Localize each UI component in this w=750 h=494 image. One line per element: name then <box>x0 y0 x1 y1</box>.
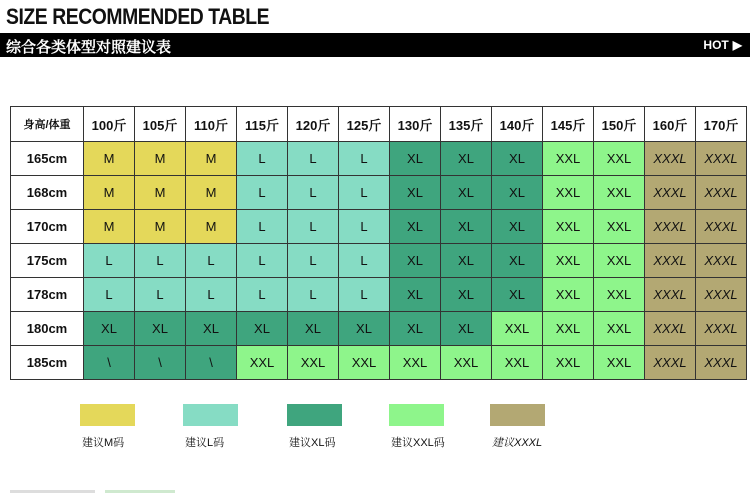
size-cell: XXL <box>594 210 645 244</box>
legend-item <box>490 404 545 450</box>
size-cell: M <box>135 210 186 244</box>
size-cell: XXL <box>543 312 594 346</box>
size-cell: XXXL <box>696 142 747 176</box>
column-header: 115斤 <box>237 107 288 142</box>
size-cell: XL <box>441 244 492 278</box>
legend-label: 建议M码 <box>82 437 125 449</box>
size-cell: XXL <box>543 278 594 312</box>
size-cell: XL <box>390 142 441 176</box>
size-cell: M <box>186 142 237 176</box>
column-header: 100斤 <box>84 107 135 142</box>
size-cell: M <box>135 176 186 210</box>
table-header-row <box>11 107 747 142</box>
size-cell: XXXL <box>645 312 696 346</box>
column-header: 150斤 <box>594 107 645 142</box>
size-cell: XL <box>492 142 543 176</box>
column-header: 145斤 <box>543 107 594 142</box>
size-cell: XXL <box>492 312 543 346</box>
column-header: 135斤 <box>441 107 492 142</box>
header-subtitle: 综合各类体型对照建议表 <box>6 39 172 56</box>
size-cell: L <box>288 142 339 176</box>
size-cell: M <box>84 210 135 244</box>
size-cell: L <box>237 244 288 278</box>
size-cell: XL <box>390 210 441 244</box>
size-cell: XXXL <box>696 244 747 278</box>
size-cell: M <box>186 210 237 244</box>
legend-label: 建议L码 <box>185 437 225 449</box>
size-cell: XXL <box>543 346 594 380</box>
table-row <box>11 142 747 176</box>
size-cell: XL <box>441 312 492 346</box>
legend-label: 建议XXL码 <box>391 437 445 449</box>
column-header: 110斤 <box>186 107 237 142</box>
header-bar <box>0 33 750 57</box>
size-cell: XXL <box>594 278 645 312</box>
column-header: 170斤 <box>696 107 747 142</box>
table-row <box>11 278 747 312</box>
size-cell: L <box>237 210 288 244</box>
size-cell: XXL <box>543 142 594 176</box>
legend-label: 建议XL码 <box>289 437 336 449</box>
legend-label: 建议XXXL <box>492 437 543 449</box>
column-header: 140斤 <box>492 107 543 142</box>
row-height-label: 175cm <box>11 244 84 278</box>
size-cell: XL <box>441 142 492 176</box>
size-cell: L <box>237 278 288 312</box>
size-cell: M <box>186 176 237 210</box>
hot-link[interactable] <box>703 38 742 52</box>
size-cell: XXXL <box>696 210 747 244</box>
size-cell: L <box>288 176 339 210</box>
size-cell: XXXL <box>645 210 696 244</box>
size-cell: L <box>237 176 288 210</box>
table-row <box>11 346 747 380</box>
size-cell: XXXL <box>645 346 696 380</box>
row-height-label: 185cm <box>11 346 84 380</box>
size-cell: XL <box>441 176 492 210</box>
size-cell: L <box>84 278 135 312</box>
page-title: SIZE RECOMMENDED TABLE <box>6 4 270 29</box>
row-height-label: 168cm <box>11 176 84 210</box>
legend-item <box>389 404 445 450</box>
legend-swatch <box>287 404 342 426</box>
size-cell: XL <box>135 312 186 346</box>
size-cell: XXXL <box>696 278 747 312</box>
size-cell: L <box>84 244 135 278</box>
size-cell: L <box>135 244 186 278</box>
size-cell: XXL <box>390 346 441 380</box>
size-cell: XL <box>390 176 441 210</box>
size-cell: L <box>288 244 339 278</box>
size-cell: L <box>186 278 237 312</box>
size-cell: XXXL <box>696 346 747 380</box>
bottom-divider-accent <box>105 490 175 493</box>
size-cell: XXXL <box>645 176 696 210</box>
legend-item <box>183 404 238 450</box>
size-cell: L <box>135 278 186 312</box>
size-cell: XL <box>390 312 441 346</box>
row-height-label: 180cm <box>11 312 84 346</box>
size-cell: XXL <box>543 210 594 244</box>
size-cell: XL <box>288 312 339 346</box>
size-cell: XL <box>339 312 390 346</box>
row-height-label: 165cm <box>11 142 84 176</box>
size-cell: XXL <box>594 346 645 380</box>
legend-swatch <box>490 404 545 426</box>
size-cell: XXL <box>594 312 645 346</box>
column-header: 130斤 <box>390 107 441 142</box>
size-cell: XXXL <box>696 312 747 346</box>
corner-header: 身高/体重 <box>11 107 84 142</box>
size-cell: XXL <box>441 346 492 380</box>
size-cell: XXL <box>288 346 339 380</box>
hot-label: HOT <box>703 38 729 52</box>
table-row <box>11 312 747 346</box>
size-cell: XL <box>492 176 543 210</box>
size-cell: XL <box>84 312 135 346</box>
size-cell: XL <box>492 278 543 312</box>
size-cell: \ <box>135 346 186 380</box>
size-cell: M <box>84 176 135 210</box>
size-cell: XXXL <box>645 278 696 312</box>
size-cell: XXL <box>339 346 390 380</box>
table-row <box>11 210 747 244</box>
size-cell: XL <box>492 244 543 278</box>
legend-item <box>287 404 342 450</box>
size-cell: L <box>339 244 390 278</box>
size-cell: L <box>237 142 288 176</box>
size-cell: XXXL <box>696 176 747 210</box>
arrow-right-icon: ▶ <box>732 38 742 52</box>
size-cell: M <box>84 142 135 176</box>
size-cell: XL <box>237 312 288 346</box>
legend-swatch <box>80 404 135 426</box>
size-cell: XXXL <box>645 244 696 278</box>
table-row <box>11 176 747 210</box>
size-cell: L <box>339 210 390 244</box>
size-cell: L <box>288 278 339 312</box>
size-cell: XXL <box>594 176 645 210</box>
column-header: 125斤 <box>339 107 390 142</box>
size-cell: \ <box>84 346 135 380</box>
size-cell: L <box>186 244 237 278</box>
size-cell: \ <box>186 346 237 380</box>
size-cell: XL <box>390 278 441 312</box>
size-cell: L <box>339 176 390 210</box>
size-cell: XL <box>390 244 441 278</box>
size-cell: L <box>339 278 390 312</box>
size-cell: XXXL <box>645 142 696 176</box>
size-cell: L <box>339 142 390 176</box>
size-cell: XXL <box>594 244 645 278</box>
size-cell: XXL <box>543 176 594 210</box>
column-header: 160斤 <box>645 107 696 142</box>
row-height-label: 170cm <box>11 210 84 244</box>
size-cell: XL <box>186 312 237 346</box>
size-cell: L <box>288 210 339 244</box>
size-cell: M <box>135 142 186 176</box>
size-table <box>10 106 747 380</box>
table-row <box>11 244 747 278</box>
row-height-label: 178cm <box>11 278 84 312</box>
size-cell: XL <box>492 210 543 244</box>
column-header: 120斤 <box>288 107 339 142</box>
legend-swatch <box>389 404 444 426</box>
size-cell: XXL <box>492 346 543 380</box>
size-cell: XL <box>441 210 492 244</box>
legend-swatch <box>183 404 238 426</box>
legend-item <box>80 404 135 450</box>
size-cell: XXL <box>543 244 594 278</box>
size-cell: XXL <box>594 142 645 176</box>
bottom-divider <box>10 490 95 493</box>
size-cell: XL <box>441 278 492 312</box>
column-header: 105斤 <box>135 107 186 142</box>
bottom-strip <box>0 488 750 494</box>
size-cell: XXL <box>237 346 288 380</box>
